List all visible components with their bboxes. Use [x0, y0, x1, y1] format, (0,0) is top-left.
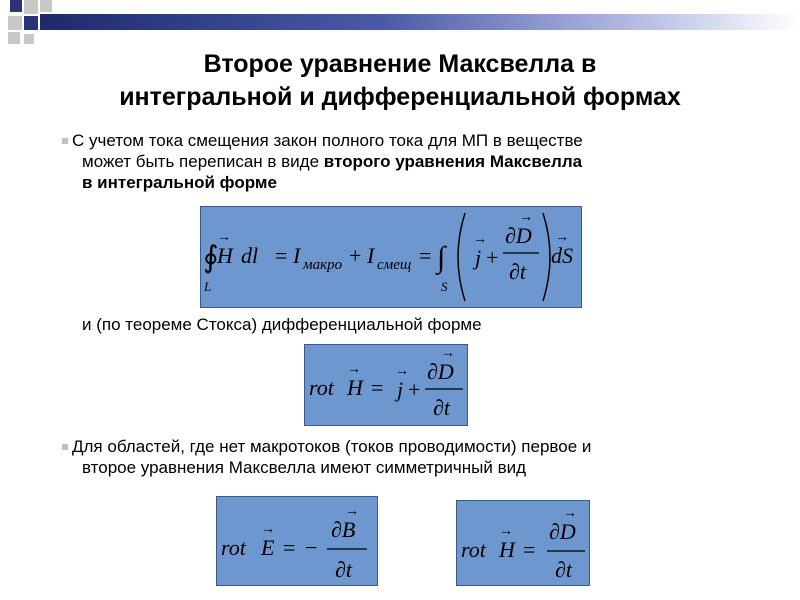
var-db: ∂B: [331, 517, 356, 542]
vector-arrow-icon: →: [441, 346, 455, 361]
right-paren: [543, 213, 550, 301]
var-i-smesh: I: [367, 243, 375, 268]
slide-title: [0, 48, 800, 114]
surface-integral-symbol: ∫: [437, 241, 446, 274]
integral-subscript-l: L: [204, 279, 212, 294]
bullet-icon: [62, 444, 68, 450]
deco-square: [8, 32, 20, 44]
var-dt: ∂t: [555, 557, 572, 582]
vector-arrow-icon: →: [261, 522, 275, 537]
plus-sign: +: [349, 243, 362, 268]
var-i-makro: I: [293, 243, 301, 268]
deco-square: [40, 0, 52, 12]
vector-arrow-icon: →: [345, 504, 359, 519]
vector-arrow-icon: →: [563, 506, 577, 521]
rot-operator: rot: [309, 375, 334, 400]
rot-operator: rot: [461, 537, 486, 562]
title-bar-decoration: [40, 14, 800, 30]
bullet-icon: [62, 138, 68, 144]
deco-square: [24, 16, 38, 30]
para1-line-2: [72, 151, 792, 172]
var-dt: ∂t: [433, 395, 450, 420]
paragraph-1: [72, 130, 792, 193]
vector-arrow-icon: →: [217, 230, 231, 245]
deco-square: [10, 0, 22, 12]
var-h: H: [499, 537, 515, 562]
var-dl: dl: [241, 243, 259, 268]
para3-line-1: Для областей, где нет макротоков (токов проводимости) первое и: [72, 437, 592, 456]
para1-bold-text: второго уравнения Максвелла: [323, 152, 583, 171]
var-h: H: [347, 375, 363, 400]
var-j: j: [475, 245, 482, 270]
equation-rot-e-svg: [217, 497, 377, 585]
plus-sign: +: [486, 245, 499, 270]
para1-bold-text-2: в интегральной форме: [82, 173, 277, 192]
vector-arrow-icon: →: [473, 232, 487, 247]
equals-sign: =: [419, 243, 432, 268]
para1-line-2-text: может быть переписан в виде: [82, 152, 324, 171]
para3-line-2: второе уравнения Максвелла имеют симметричный вид: [82, 458, 527, 477]
para1-line-3: [72, 172, 792, 193]
equation-differential-form: [304, 344, 468, 426]
equation-rot-e: [216, 496, 378, 586]
equation-rot-h: [456, 500, 590, 586]
equals-sign: =: [283, 535, 296, 560]
equation-integral-svg: [201, 207, 581, 307]
title-line-1: Второе уравнение Максвелла в: [203, 50, 597, 78]
var-h: H: [217, 243, 233, 268]
para1-line-1: С учетом тока смещения закон полного тока для МП в веществе: [72, 131, 583, 150]
deco-square: [24, 0, 38, 14]
equation-integral-form: [200, 206, 582, 308]
paragraph-2: и (по теореме Стокса) дифференциальной форме: [82, 315, 482, 334]
minus-sign: −: [305, 535, 318, 560]
contour-integral-symbol: ∮: [203, 241, 219, 274]
left-paren: [458, 213, 465, 301]
vector-arrow-icon: →: [347, 362, 361, 377]
vector-arrow-icon: →: [395, 364, 409, 379]
integral-subscript-s: S: [441, 279, 448, 294]
equals-sign: =: [523, 537, 536, 562]
equation-differential-svg: [305, 345, 467, 425]
var-dt: ∂t: [335, 557, 352, 582]
deco-square: [8, 16, 22, 30]
equation-rot-h-svg: [457, 501, 589, 585]
equals-sign: =: [275, 243, 288, 268]
var-j: j: [397, 377, 404, 402]
title-line-2: интегральной и дифференциальной формах: [119, 83, 681, 111]
vector-arrow-icon: →: [555, 230, 569, 245]
equals-sign: =: [371, 375, 384, 400]
subscript-makro: макро: [303, 257, 343, 273]
deco-square: [24, 34, 34, 44]
paragraph-3: [72, 436, 792, 478]
var-ds: dS: [551, 243, 573, 268]
vector-arrow-icon: →: [519, 210, 533, 225]
var-dt: ∂t: [509, 259, 526, 284]
var-e: E: [261, 535, 275, 560]
var-dd: ∂D: [427, 359, 454, 384]
var-dd: ∂D: [505, 223, 532, 248]
var-dd: ∂D: [549, 519, 576, 544]
subscript-smesh: смещ: [377, 257, 412, 273]
rot-operator: rot: [221, 535, 246, 560]
vector-arrow-icon: →: [499, 524, 513, 539]
plus-sign: +: [408, 377, 421, 402]
